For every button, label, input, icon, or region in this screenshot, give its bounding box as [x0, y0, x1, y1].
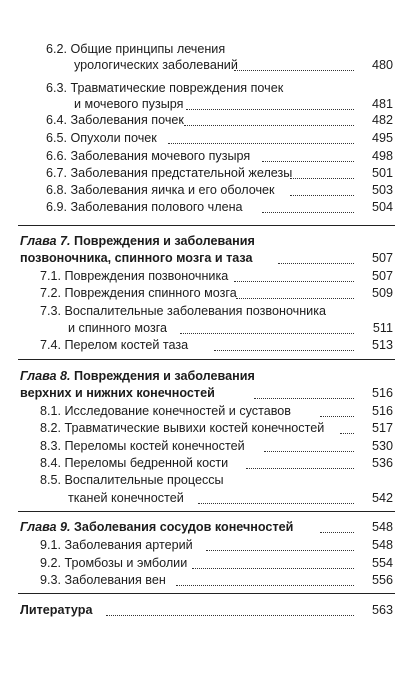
toc-entry-page: 481 [371, 97, 393, 111]
literature-entry [0, 602, 410, 618]
toc-entry-title: 7.1. Повреждения позвоночника [40, 269, 229, 283]
toc-entry-title: 8.5. Воспалительные процессы [40, 473, 224, 487]
toc-entry-page: 516 [371, 404, 393, 418]
toc-entry-6-6 [0, 148, 410, 164]
dot-leader [168, 141, 354, 144]
toc-entry-9-1 [0, 537, 410, 553]
toc-entry-page: 501 [371, 166, 393, 180]
toc-entry-title: 8.2. Травматические вывихи костей конечностей [40, 421, 325, 435]
dot-leader [290, 176, 354, 179]
toc-entry-title: и спинного мозга [68, 321, 168, 335]
toc-entry-8-2 [0, 420, 410, 436]
chapter-title: Повреждения и заболевания [74, 369, 255, 383]
dot-leader [186, 107, 354, 110]
toc-entry-7-4 [0, 337, 410, 353]
chapter-label: Глава 7. [20, 234, 71, 248]
dot-leader [290, 193, 354, 196]
toc-entry-title: 9.1. Заболевания артерий [40, 538, 193, 552]
toc-entry-page: 495 [371, 131, 393, 145]
toc-entry-title: 6.4. Заболевания почек [46, 113, 184, 127]
toc-entry-6-3 [0, 80, 410, 96]
toc-entry-9-2 [0, 555, 410, 571]
toc-entry-6-8 [0, 182, 410, 198]
toc-entry-title: 6.8. Заболевания яичка и его оболочек [46, 183, 275, 197]
literature-page: 563 [371, 603, 393, 617]
toc-entry-page: 498 [371, 149, 393, 163]
chapter-title: Заболевания сосудов конечностей [74, 520, 294, 534]
dot-leader [214, 348, 354, 351]
toc-entry-page: 511 [372, 321, 393, 335]
toc-entry-8-4 [0, 455, 410, 471]
chapter-8-heading-cont [0, 385, 410, 401]
chapter-label: Глава 8. [20, 369, 71, 383]
dot-leader [320, 414, 354, 417]
chapter-label: Глава 9. [20, 520, 71, 534]
toc-entry-page: 513 [371, 338, 393, 352]
toc-entry-7-3 [0, 303, 410, 319]
toc-entry-8-5-cont [0, 490, 410, 506]
toc-entry-title: урологических заболеваний [74, 58, 238, 72]
dot-leader [198, 501, 354, 504]
chapter-page: 548 [371, 520, 393, 534]
toc-entry-title: 6.5. Опухоли почек [46, 131, 157, 145]
toc-entry-8-1 [0, 403, 410, 419]
toc-entry-title: 8.4. Переломы бедренной кости [40, 456, 229, 470]
dot-leader [254, 396, 354, 399]
toc-entry-page: 517 [371, 421, 393, 435]
dot-leader [246, 466, 354, 469]
toc-entry-6-4 [0, 112, 410, 128]
toc-entry-page: 503 [371, 183, 393, 197]
toc-entry-page: 542 [371, 491, 393, 505]
toc-entry-8-5 [0, 472, 410, 488]
chapter-page: 516 [371, 386, 393, 400]
dot-leader [262, 210, 354, 213]
toc-entry-title: 6.7. Заболевания предстательной железы [46, 166, 293, 180]
toc-entry-6-9 [0, 199, 410, 215]
dot-leader [264, 449, 354, 452]
toc-entry-title: 6.2. Общие принципы лечения [46, 42, 226, 56]
dot-leader [278, 261, 354, 264]
dot-leader [234, 68, 354, 71]
toc-entry-6-7 [0, 165, 410, 181]
toc-entry-title: 8.1. Исследование конечностей и суставов [40, 404, 291, 418]
chapter-title: верхних и нижних конечностей [20, 386, 215, 400]
toc-entry-title: 7.4. Перелом костей таза [40, 338, 189, 352]
toc-entry-title: 8.3. Переломы костей конечностей [40, 439, 245, 453]
chapter-7-heading-cont [0, 250, 410, 266]
toc-entry-page: 507 [371, 269, 393, 283]
toc-entry-title: 9.3. Заболевания вен [40, 573, 166, 587]
toc-entry-6-5 [0, 130, 410, 146]
dot-leader [206, 548, 354, 551]
dot-leader [236, 296, 354, 299]
section-divider [18, 511, 395, 512]
toc-entry-8-3 [0, 438, 410, 454]
toc-entry-page: 556 [371, 573, 393, 587]
chapter-title: позвоночника, спинного мозга и таза [20, 251, 253, 265]
toc-entry-9-3 [0, 572, 410, 588]
toc-entry-title: 9.2. Тромбозы и эмболии [40, 556, 188, 570]
toc-entry-page: 504 [371, 200, 393, 214]
toc-entry-title: 6.9. Заболевания полового члена [46, 200, 243, 214]
chapter-9-heading [0, 519, 410, 535]
toc-entry-title: тканей конечностей [68, 491, 184, 505]
toc-entry-7-2 [0, 285, 410, 301]
chapter-title: Повреждения и заболевания [74, 234, 255, 248]
toc-entry-title: 7.3. Воспалительные заболевания позвоночника [40, 304, 327, 318]
toc-entry-7-3-cont [0, 320, 410, 336]
toc-entry-page: 530 [371, 439, 393, 453]
dot-leader [320, 530, 354, 533]
toc-entry-6-2-cont [0, 57, 410, 73]
toc-entry-6-2 [0, 41, 410, 57]
section-divider [18, 593, 395, 594]
toc-entry-page: 482 [371, 113, 393, 127]
toc-entry-title: 7.2. Повреждения спинного мозга [40, 286, 237, 300]
dot-leader [262, 159, 354, 162]
toc-entry-title: 6.6. Заболевания мочевого пузыря [46, 149, 251, 163]
dot-leader [106, 613, 354, 616]
dot-leader [340, 431, 354, 434]
section-divider [18, 359, 395, 360]
chapter-8-heading [0, 368, 410, 384]
toc-entry-title: 6.3. Травматические повреждения почек [46, 81, 284, 95]
toc-entry-page: 536 [371, 456, 393, 470]
dot-leader [180, 331, 354, 334]
toc-entry-6-3-cont [0, 96, 410, 112]
toc-entry-title: и мочевого пузыря [74, 97, 184, 111]
section-divider [18, 225, 395, 226]
dot-leader [176, 583, 354, 586]
dot-leader [234, 279, 354, 282]
toc-entry-page: 480 [371, 58, 393, 72]
toc-entry-7-1 [0, 268, 410, 284]
chapter-7-heading [0, 233, 410, 249]
dot-leader [192, 566, 354, 569]
toc-entry-page: 548 [371, 538, 393, 552]
toc-entry-page: 509 [371, 286, 393, 300]
literature-label: Литература [20, 603, 93, 617]
dot-leader [184, 123, 354, 126]
chapter-page: 507 [371, 251, 393, 265]
toc-entry-page: 554 [371, 556, 393, 570]
